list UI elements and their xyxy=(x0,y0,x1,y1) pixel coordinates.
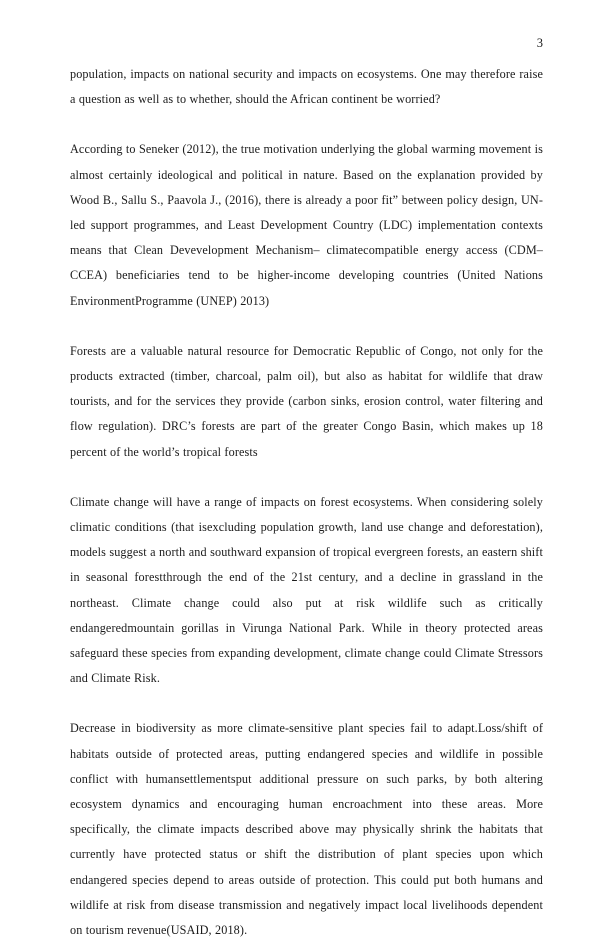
paragraph: Forests are a valuable natural resource for Democratic Republic of Congo, not only for the products extracted (timber, charcoal, palm oil), but also as habitat for wildlife that draw tourists, and for the services they provide (carbon sinks, erosion control, water filtering and flow regulation). DRC’s forests are part of the greater Congo Basin, which makes up 18 percent of the world’s tropical forests xyxy=(70,343,543,459)
paragraph: population, impacts on national security and impacts on ecosystems. One may therefore raise a question as well as to whether, should the African continent be worried? xyxy=(70,67,543,107)
paragraph: According to Seneker (2012), the true motivation underlying the global warming movement is almost certainly ideological and political in nature. Based on the explanation provided by Wood B., Sallu S., Paavola J., (2016), there is already a poor fit” between policy design, UN-led support programmes, and Least Development Country (LDC) implementation contexts means that Clean Devevelopment Mechanism– climatecompatible energy access (CDM–CCEA) beneficiaries tend to be higher-income developing countries (United Nations EnvironmentProgramme (UNEP) 2013) xyxy=(70,142,543,308)
page-number: 3 xyxy=(536,36,543,50)
paragraph: Decrease in biodiversity as more climate-sensitive plant species fail to adapt.Loss/shift of habitats outside of protected areas, putting endangered species and wildlife in possible conflict with humansettlementsput additional pressure on such parks, by both altering ecosystem dynamics and encouraging human encroachment into these areas. More specifically, the climate impacts described above may physically shrink the habitats that currently have protected status or shift the distribution of plant species upon which endangered species depend to areas outside of protection. This could put both humans and wildlife at risk from disease transmission and negatively impact local livelihoods dependent on tourism revenue(USAID, 2018). xyxy=(70,721,543,938)
paragraph: Climate change will have a range of impacts on forest ecosystems. When considering solely climatic conditions (that isexcluding population growth, land use change and deforestation), models suggest a north and southward expansion of tropical evergreen forests, an eastern shift in seasonal forestthrough the end of the 21st century, and a decline in grassland in the northeast. Climate change could also put at risk wildlife such as critically endangeredmountain gorillas in Virunga National Park. While in theory protected areas safeguard these species from expanding development, climate change could Climate Stressors and Climate Risk. xyxy=(70,494,543,686)
document-body xyxy=(70,62,543,943)
